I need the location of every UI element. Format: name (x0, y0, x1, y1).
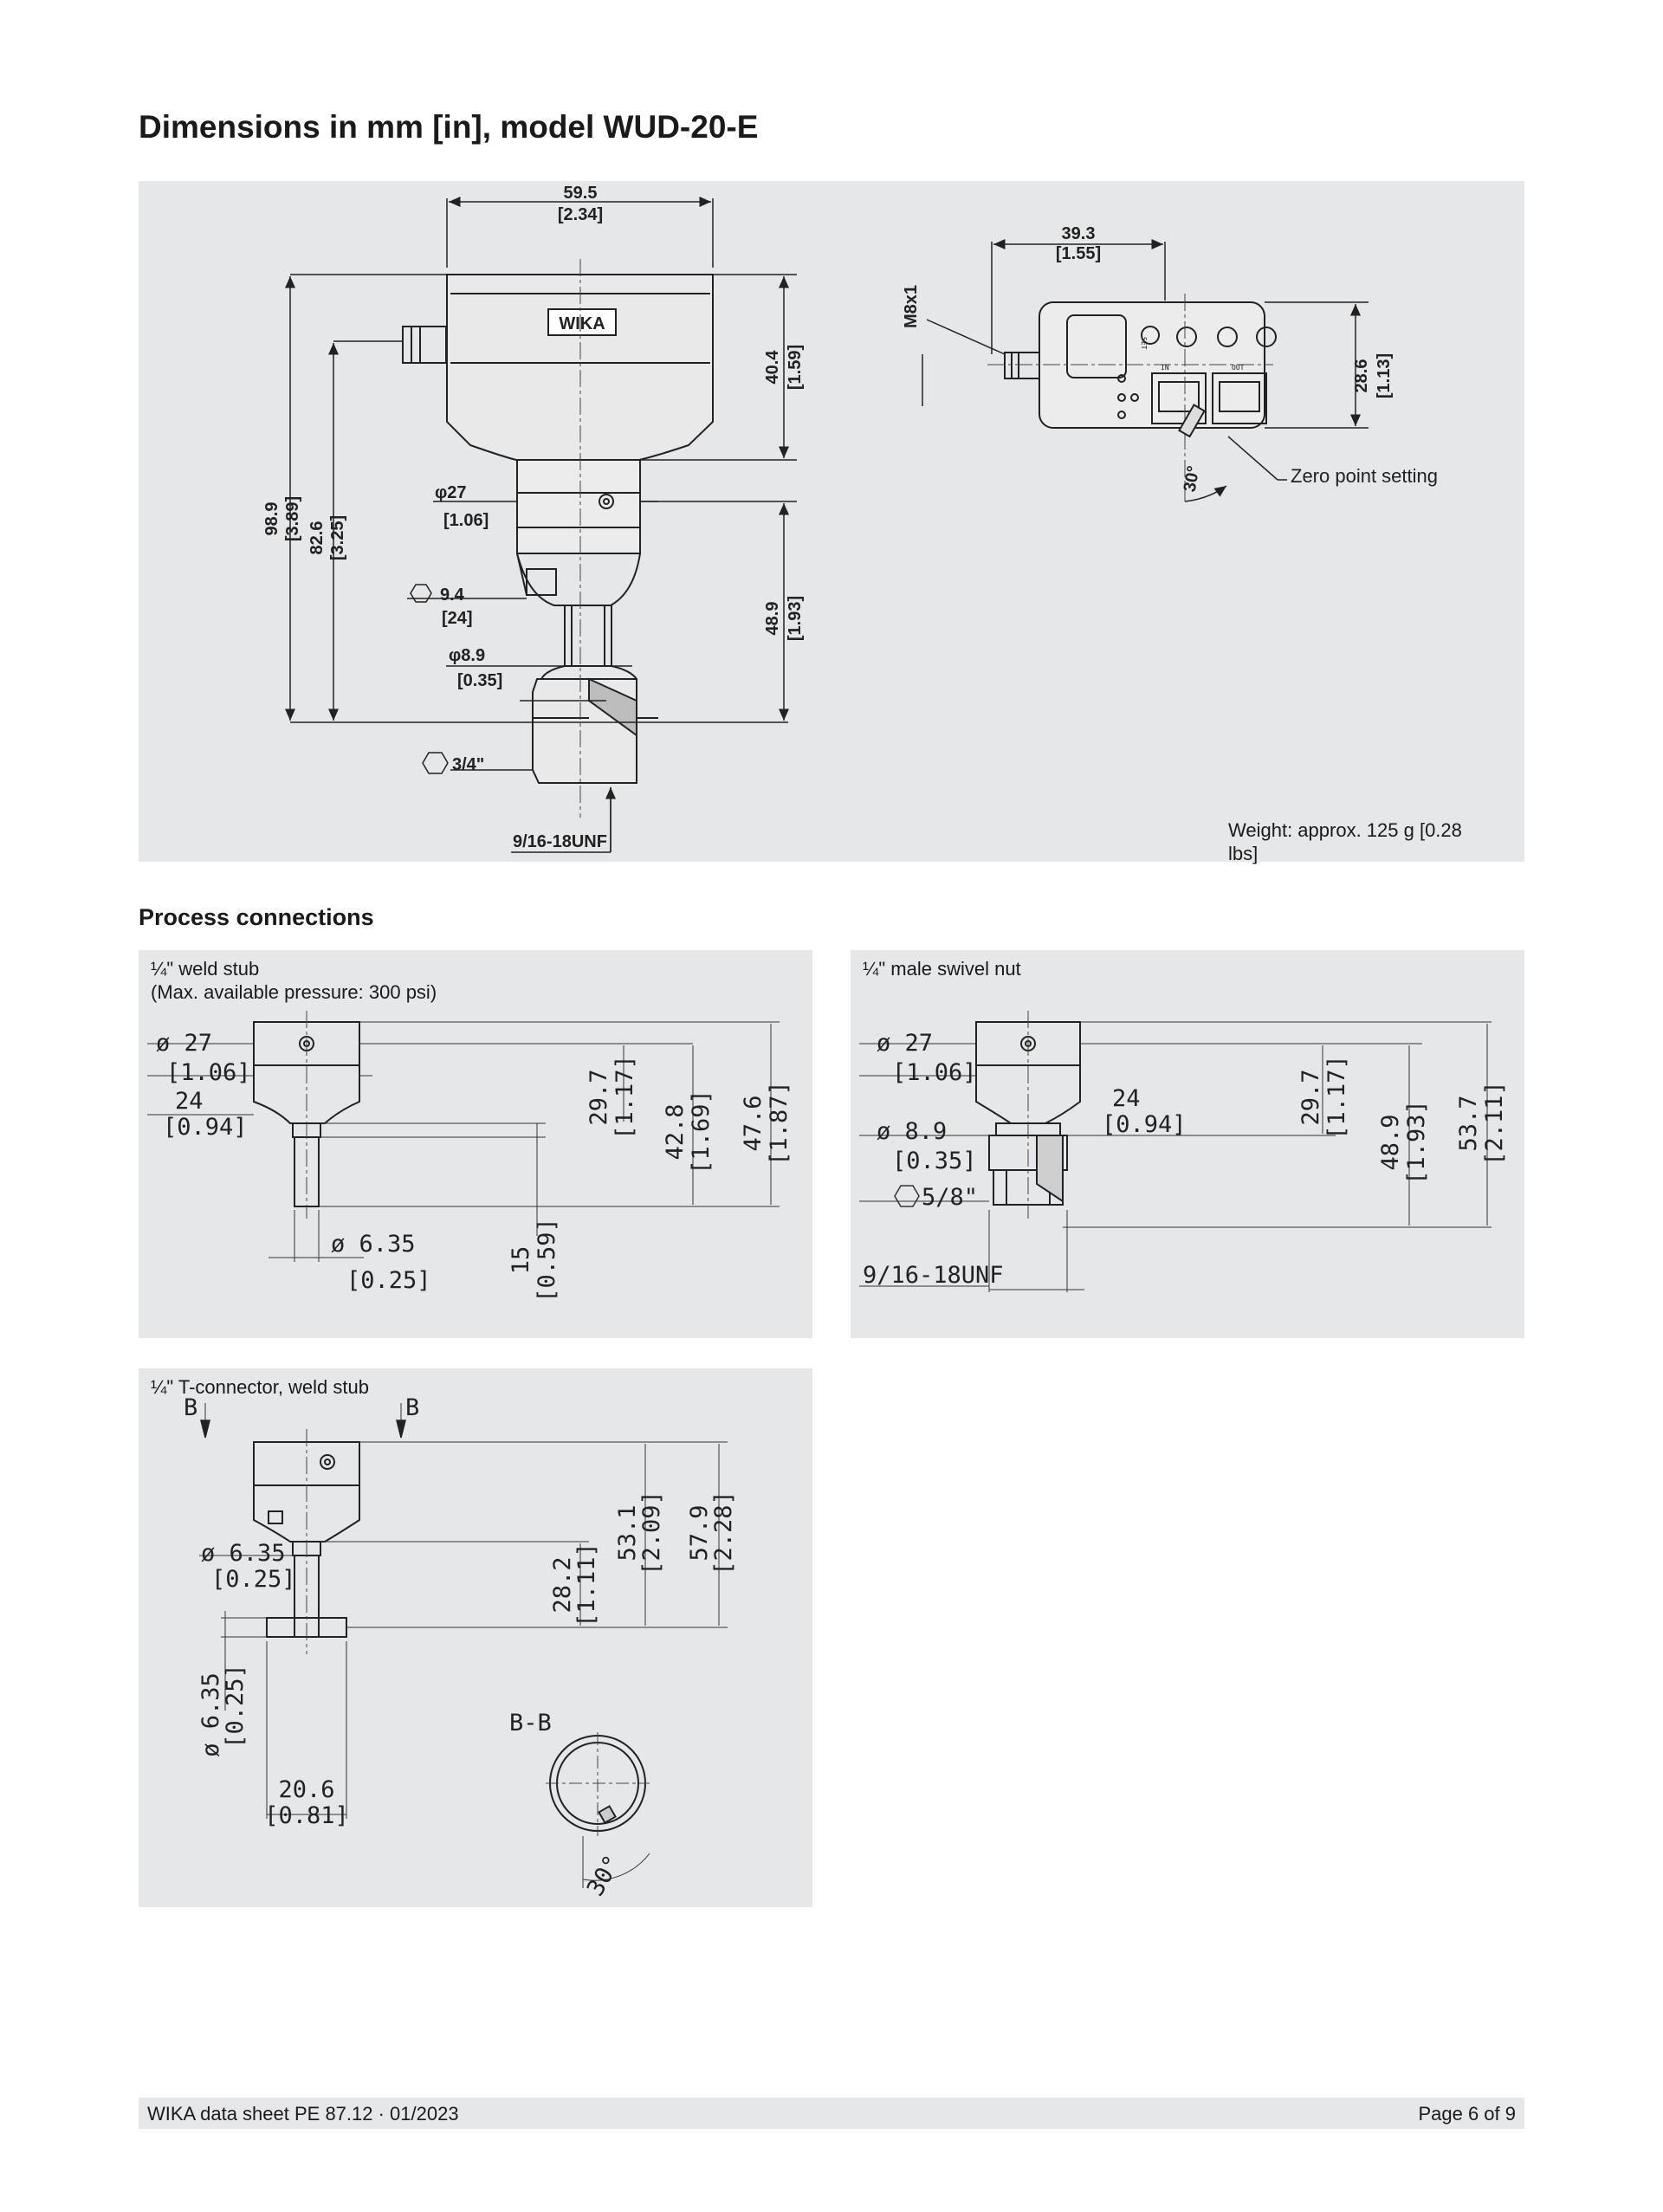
sn-dim-24-in: [0.94] (1102, 1111, 1187, 1138)
tc-dim-282: 28.2 (549, 1556, 576, 1614)
section-mark-left: B (184, 1394, 198, 1421)
hex-94: 9.4 (440, 585, 464, 605)
side-dim-height-in: [1.13] (1375, 352, 1394, 399)
sn-dia-89-in: [0.35] (892, 1148, 977, 1174)
dia-89: φ8.9 (449, 646, 486, 665)
side-angle: 30° (1180, 464, 1204, 494)
tc-dim-579-in: [2.28] (710, 1491, 737, 1575)
ws-dim-476: 47.6 (740, 1095, 767, 1152)
dim-lower-in: [1.93] (786, 595, 805, 642)
ws-dim-428: 42.8 (662, 1103, 689, 1161)
weld-stub-panel (139, 950, 812, 1338)
sn-dim-297: 29.7 (1297, 1069, 1324, 1126)
dim-width: 59.5 (563, 184, 598, 203)
sn-dim-489-in: [1.93] (1403, 1100, 1430, 1185)
sn-dim-537: 53.7 (1455, 1095, 1482, 1152)
set-button-label: SET (1140, 337, 1148, 350)
tc-dim-206-in: [0.81] (264, 1802, 349, 1829)
footer-page-number: Page 6 of 9 (1418, 2103, 1516, 2125)
connector-label: M8x1 (902, 284, 921, 329)
tc-dim-531-in: [2.09] (638, 1491, 665, 1575)
footer-left: WIKA data sheet PE 87.12 · 01/2023 (147, 2103, 459, 2125)
dim-head: 40.4 (763, 350, 782, 385)
dim-total: 98.9 (262, 501, 281, 536)
tc-dim-579: 57.9 (686, 1504, 713, 1562)
tc-dia-635: ø 6.35 (201, 1540, 286, 1567)
ws-dim-297-in: [1.17] (611, 1055, 638, 1140)
port-out-label: OUT (1232, 364, 1245, 372)
tc-dim-531: 53.1 (614, 1504, 641, 1562)
hex-94-in: [24] (442, 609, 473, 628)
section-title: Process connections (139, 904, 374, 930)
ws-dim-24-in: [0.94] (163, 1114, 248, 1141)
ws-dim-15: 15 (508, 1245, 534, 1275)
ws-dia-635-in: [0.25] (346, 1267, 431, 1294)
t-connector-drawing (139, 1368, 812, 1907)
t-connector-title: ¼" T-connector, weld stub (151, 1376, 369, 1398)
side-dim-width: 39.3 (1061, 224, 1096, 243)
footer-bar (139, 2098, 1524, 2129)
main-dimension-panel (139, 181, 1524, 862)
hex-34: 3/4" (452, 755, 485, 774)
ws-dim-24: 24 (175, 1088, 204, 1115)
tc-angle: 30° (582, 1850, 627, 1901)
swivel-nut-title: ¼" male swivel nut (863, 958, 1021, 980)
dim-body: 82.6 (307, 521, 327, 555)
dim-width-in: [2.34] (557, 205, 604, 224)
tc-section-label: B-B (509, 1710, 552, 1737)
tc-dim-282-in: [1.11] (573, 1543, 600, 1627)
sn-dim-297-in: [1.17] (1323, 1055, 1350, 1140)
sn-dim-537-in: [2.11] (1481, 1081, 1508, 1166)
dim-head-in: [1.59] (786, 344, 805, 391)
weld-stub-title: ¼" weld stub (151, 958, 260, 980)
dia-89-in: [0.35] (457, 671, 503, 690)
thread: 9/16-18UNF (513, 832, 607, 851)
sn-dia-89: ø 8.9 (877, 1118, 948, 1145)
sensor-neck (517, 460, 640, 553)
ws-dia-27-in: [1.06] (166, 1059, 251, 1086)
port-in-label: IN (1161, 364, 1169, 372)
sn-dim-489: 48.9 (1377, 1114, 1404, 1171)
swivel-nut-drawing (851, 950, 1524, 1338)
swivel-nut-panel (851, 950, 1524, 1338)
dia-27-in: [1.06] (443, 511, 489, 530)
dim-lower: 48.9 (763, 601, 782, 636)
tc-dim-206: 20.6 (278, 1776, 335, 1803)
sn-hex-58: 5/8" (922, 1184, 979, 1211)
sn-dia-27-in: [1.06] (892, 1059, 977, 1086)
sn-dim-24: 24 (1112, 1085, 1141, 1112)
t-connector-panel (139, 1368, 812, 1907)
sn-dia-27: ø 27 (877, 1030, 934, 1057)
page-title: Dimensions in mm [in], model WUD-20-E (139, 109, 759, 145)
dim-body-in: [3.25] (328, 514, 347, 561)
tc-dia-635-in: [0.25] (211, 1566, 296, 1593)
side-dim-height: 28.6 (1352, 359, 1371, 393)
ws-dim-297: 29.7 (586, 1069, 612, 1126)
main-drawing (139, 181, 1524, 862)
section-mark-right: B (405, 1394, 420, 1421)
tc-dia-635-v: ø 6.35 (197, 1672, 224, 1757)
sn-thread: 9/16-18UNF (863, 1262, 1004, 1289)
dim-total-in: [3.89] (283, 495, 302, 542)
zero-point-label: Zero point setting (1291, 465, 1438, 487)
wika-logo: WIKA (559, 314, 605, 333)
weight-note: Weight: approx. 125 g [0.28 lbs] (1228, 819, 1462, 864)
ws-dim-15-in: [0.59] (534, 1218, 560, 1303)
ws-dim-476-in: [1.87] (766, 1081, 793, 1166)
ws-dia-635: ø 6.35 (331, 1231, 416, 1258)
ws-dim-428-in: [1.69] (688, 1090, 715, 1174)
weld-stub-drawing (139, 950, 812, 1338)
dia-27: φ27 (435, 483, 467, 502)
side-dim-width-in: [1.55] (1055, 244, 1102, 263)
weld-stub-subtitle: (Max. available pressure: 300 psi) (151, 981, 437, 1003)
tc-dia-635-v-in: [0.25] (222, 1664, 249, 1749)
ws-dia-27: ø 27 (156, 1030, 213, 1057)
